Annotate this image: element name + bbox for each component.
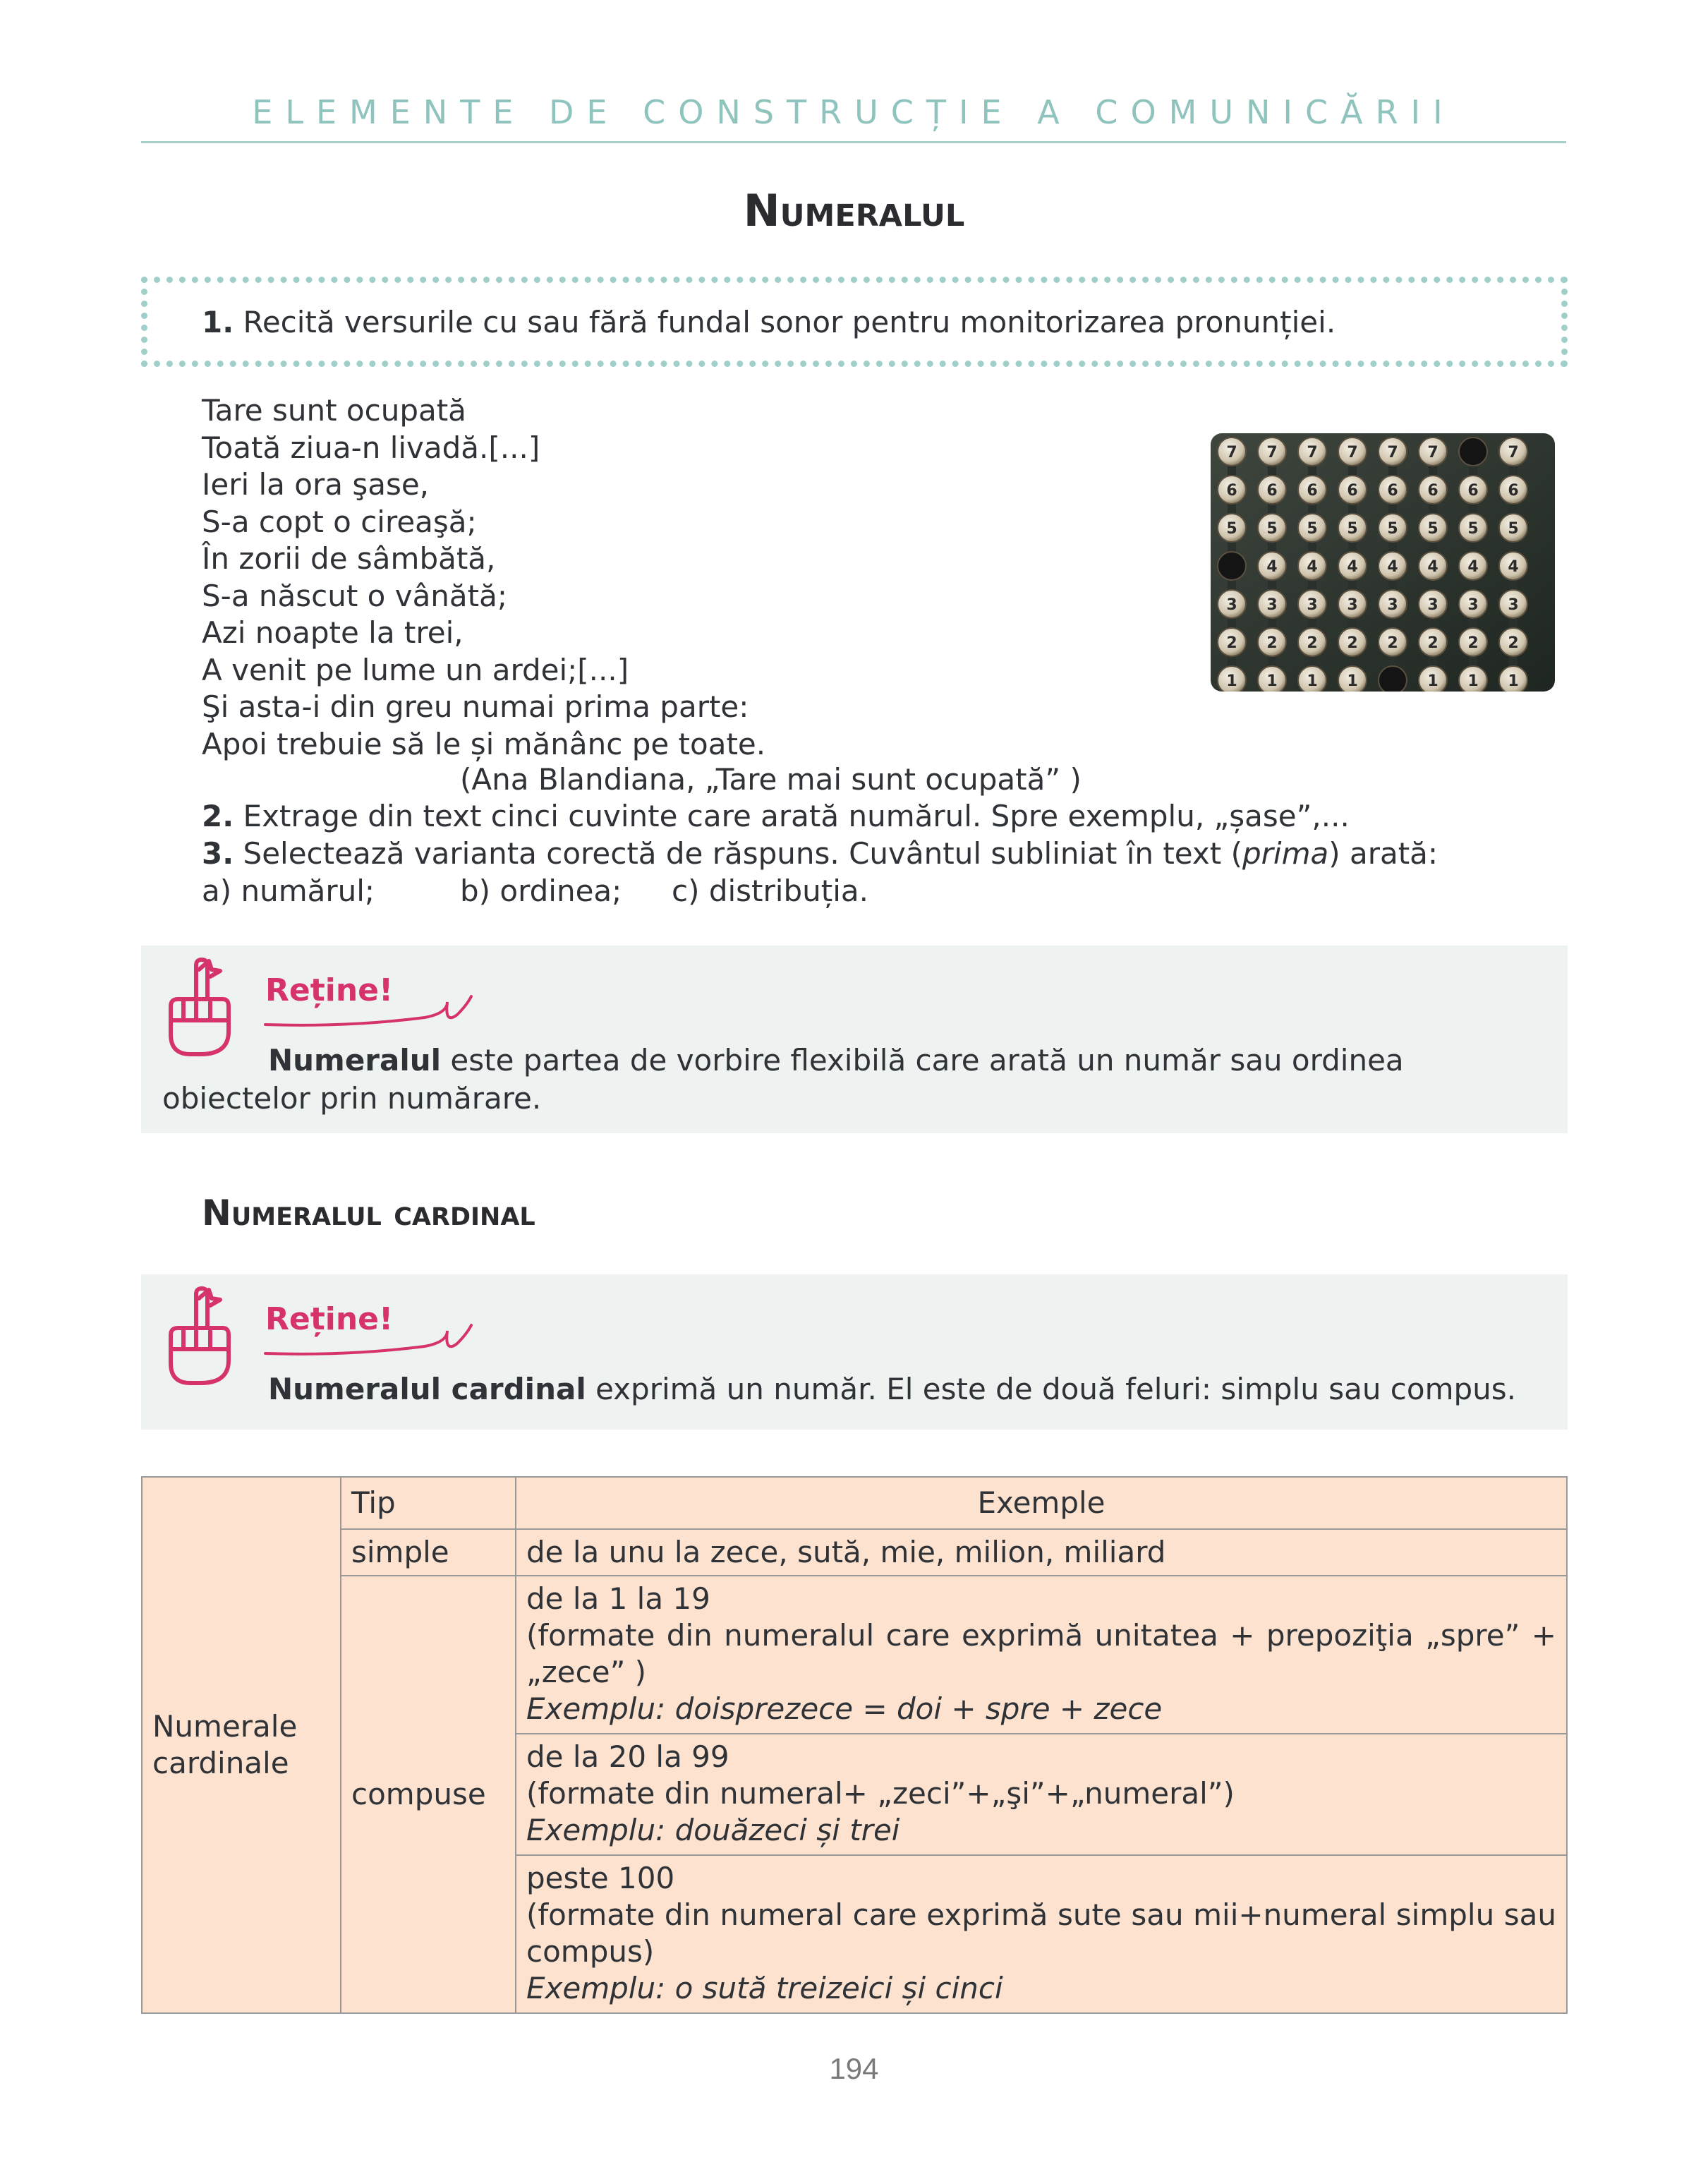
key-label: 5 — [1508, 520, 1519, 538]
typewriter-keys-image — [1211, 433, 1555, 692]
typewriter-key — [1459, 437, 1487, 466]
section-title-cardinal: Numeralul cardinal — [202, 1193, 535, 1233]
key-label: 1 — [1427, 672, 1439, 690]
key-label: 7 — [1307, 444, 1318, 461]
key-label: 6 — [1387, 482, 1398, 500]
header-rule — [141, 141, 1566, 143]
description-text: (formate din numeral care exprimă sute sau mii+numeral simplu sau compus) — [526, 1897, 1556, 1969]
key-label: 2 — [1508, 634, 1519, 652]
table-header-row — [142, 1477, 1567, 1529]
retine-term: Numeralul cardinal — [268, 1372, 586, 1406]
key-label: 4 — [1508, 558, 1519, 576]
key-label: 1 — [1266, 672, 1278, 690]
key-label: 5 — [1427, 520, 1439, 538]
key-label: 3 — [1266, 596, 1278, 614]
key-label: 3 — [1508, 596, 1519, 614]
key-label: 6 — [1266, 482, 1278, 500]
key-label: 7 — [1347, 444, 1358, 461]
cardinal-numerals-table — [141, 1476, 1568, 2014]
table-row-label: Numerale cardinale — [142, 1477, 341, 2013]
task3-text — [202, 836, 1438, 871]
key-label: 7 — [1427, 444, 1439, 461]
poem-line: S-a copt o cireaşă; — [202, 504, 477, 539]
retine-definition — [268, 1370, 1552, 1408]
table-cell-compuse-3 — [516, 1855, 1567, 2013]
range-text: de la 1 la 19 — [526, 1581, 710, 1616]
retine-box-1 — [141, 946, 1568, 1133]
key-label: 5 — [1307, 520, 1318, 538]
example-text: Exemplu: douăzeci și trei — [526, 1813, 900, 1848]
answer-option-c[interactable]: c) distribuția. — [672, 874, 868, 908]
key-label: 4 — [1467, 558, 1479, 576]
poem-line: Ieri la ora şase, — [202, 467, 430, 502]
underline-swoosh-icon — [262, 1311, 474, 1360]
running-header: ELEMENTE DE CONSTRUCȚIE A COMUNICĂRII — [252, 93, 1455, 131]
raised-finger-hand-icon — [155, 1284, 233, 1390]
task3-italic-word: prima — [1242, 836, 1329, 871]
poem-source: (Ana Blandiana, „Tare mai sunt ocupată” ) — [460, 762, 1082, 797]
key-label: 5 — [1387, 520, 1398, 538]
key-label: 2 — [1226, 634, 1237, 652]
table-header-exemple: Exemple — [516, 1477, 1567, 1529]
poem-line: S-a născut o vânătă; — [202, 578, 508, 613]
key-label: 4 — [1347, 558, 1358, 576]
table-cell-simple-examples: de la unu la zece, sută, mie, milion, miliard — [516, 1529, 1567, 1576]
key-label: 6 — [1508, 482, 1519, 500]
key-label: 4 — [1266, 558, 1278, 576]
task2-number: 2. — [202, 799, 234, 833]
key-label: 6 — [1307, 482, 1318, 500]
poem-line: Tare sunt ocupată — [202, 393, 466, 428]
answer-option-b[interactable]: b) ordinea; — [460, 874, 622, 908]
range-text: de la 20 la 99 — [526, 1739, 729, 1775]
retine-definition — [162, 1042, 1559, 1118]
table-row — [142, 1529, 1567, 1576]
typewriter-key — [1379, 666, 1407, 692]
underline-swoosh-icon — [262, 982, 474, 1032]
table-row — [142, 1576, 1567, 1734]
table-cell-compuse-2 — [516, 1734, 1567, 1855]
key-label: 5 — [1226, 520, 1237, 538]
key-label: 3 — [1226, 596, 1237, 614]
key-label: 2 — [1266, 634, 1278, 652]
example-text: Exemplu: doisprezece = doi + spre + zece — [526, 1691, 1163, 1726]
task1-text — [202, 305, 1335, 339]
key-label: 3 — [1427, 596, 1439, 614]
poem — [202, 392, 765, 763]
key-label: 7 — [1387, 444, 1398, 461]
key-label: 4 — [1307, 558, 1318, 576]
key-label: 4 — [1427, 558, 1439, 576]
page-number: 194 — [829, 2052, 879, 2085]
task1-instruction: Recită versurile cu sau fără fundal sonor pentru monitorizarea pronunției. — [234, 305, 1336, 339]
table-cell-compuse-1 — [516, 1576, 1567, 1734]
poem-line: Azi noapte la trei, — [202, 615, 464, 650]
example-text: Exemplu: o sută treizeici și cinci — [526, 1970, 1003, 2005]
key-label: 1 — [1467, 672, 1479, 690]
poem-line: Apoi trebuie să le și mănânc pe toate. — [202, 726, 766, 761]
key-label: 5 — [1347, 520, 1358, 538]
description-text: (formate din numeralul care exprimă unitatea + prepoziţia „spre” + „zece” ) — [526, 1618, 1556, 1689]
poem-line: Şi asta-i din greu numai prima parte: — [202, 689, 749, 724]
key-label: 6 — [1347, 482, 1358, 500]
retine-title: Reține! — [265, 1301, 394, 1337]
task3-instruction: Selectează varianta corectă de răspuns. Cuvântul subliniat în text ( — [234, 836, 1242, 871]
key-label: 1 — [1508, 672, 1519, 690]
key-label: 1 — [1347, 672, 1358, 690]
key-label: 2 — [1347, 634, 1358, 652]
key-label: 5 — [1266, 520, 1278, 538]
range-text: peste 100 — [526, 1860, 675, 1895]
retine-title: Reține! — [265, 972, 394, 1008]
key-label: 1 — [1307, 672, 1318, 690]
task2-text — [202, 799, 1350, 833]
key-label: 3 — [1307, 596, 1318, 614]
key-label: 6 — [1467, 482, 1479, 500]
key-label: 3 — [1347, 596, 1358, 614]
description-text: (formate din numeral+ „zeci”+„şi”+„numeral”) — [526, 1776, 1235, 1811]
key-label: 3 — [1387, 596, 1398, 614]
retine-text: exprimă un număr. El este de două feluri: simplu sau compus. — [586, 1372, 1516, 1406]
key-label: 5 — [1467, 520, 1479, 538]
retine-text: este partea de vorbire flexibilă care arată un număr sau ordinea obiectelor prin numărare. — [162, 1043, 1404, 1116]
task3-number: 3. — [202, 836, 234, 871]
task1-number: 1. — [202, 305, 234, 339]
task2-instruction: Extrage din text cinci cuvinte care arată numărul. Spre exemplu, „șase”,... — [234, 799, 1350, 833]
retine-term: Numeralul — [268, 1043, 442, 1078]
table-cell-compuse: compuse — [341, 1576, 516, 2013]
key-label: 2 — [1427, 634, 1439, 652]
key-label: 2 — [1387, 634, 1398, 652]
poem-line: În zorii de sâmbătă, — [202, 541, 496, 576]
key-label: 7 — [1266, 444, 1278, 461]
page-title: Numeralul — [743, 185, 965, 236]
table-cell-simple: simple — [341, 1529, 516, 1576]
key-label: 7 — [1508, 444, 1519, 461]
key-label: 1 — [1226, 672, 1237, 690]
key-label: 2 — [1467, 634, 1479, 652]
poem-line: Toată ziua-n livadă.[...] — [202, 430, 540, 465]
poem-line: A venit pe lume un ardei;[...] — [202, 652, 629, 687]
answer-option-a[interactable]: a) numărul; — [202, 874, 375, 908]
key-label: 3 — [1467, 596, 1479, 614]
key-label: 6 — [1226, 482, 1237, 500]
key-label: 2 — [1307, 634, 1318, 652]
key-label: 7 — [1226, 444, 1237, 461]
table-header-tip: Tip — [341, 1477, 516, 1529]
retine-box-2 — [141, 1274, 1568, 1430]
typewriter-keys-photo — [1211, 433, 1555, 692]
key-label: 6 — [1427, 482, 1439, 500]
task3-instruction-end: ) arată: — [1328, 836, 1439, 871]
typewriter-key — [1218, 552, 1246, 580]
key-label: 4 — [1387, 558, 1398, 576]
